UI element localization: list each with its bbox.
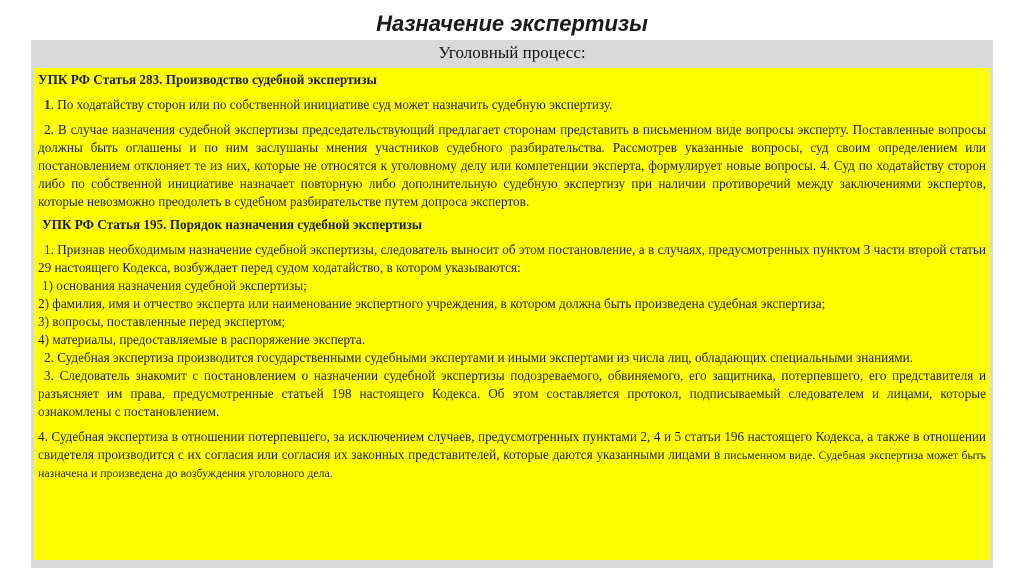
paragraph-text: . По ходатайству сторон или по собственной инициативе суд может назначить судебную экспертизу. bbox=[50, 97, 613, 112]
article-195-heading: УПК РФ Статья 195. Порядок назначения судебной экспертизы bbox=[42, 217, 423, 232]
article-283-paragraph-1 bbox=[38, 96, 986, 114]
list-item: 4) материалы, предоставляемые в распоряжение эксперта. bbox=[38, 332, 366, 347]
list-item: 1) основания назначения судебной экспертизы; bbox=[42, 278, 307, 293]
paragraph-tail: письменном виде. Судебная экспертиза может быть назначена и произведена до возбуждения уголовного дела. bbox=[38, 448, 986, 480]
article-195-paragraph-4 bbox=[38, 428, 986, 482]
article-195-paragraph-1: 1. Признав необходимым назначение судебной экспертизы, следователь выносит об этом постановление, а в случаях, предусмотренных пунктом 3 части второй статьи 29 настоящего Кодекса, возбуждает перед судом ходатайство, в котором указываются: bbox=[38, 242, 986, 275]
content-panel bbox=[31, 40, 993, 568]
article-195-paragraph-2: 2. Судебная экспертиза производится государственными судебными экспертами и иными экспертами из числа лиц, обладающих специальными знаниями. bbox=[44, 350, 913, 365]
slide-title: Назначение экспертизы bbox=[376, 11, 648, 36]
panel-subtitle: Уголовный процесс: bbox=[438, 43, 586, 62]
article-283-paragraph-2: 2. В случае назначения судебной экспертизы председательствующий предлагает сторонам представить в письменном виде вопросы эксперту. Поставленные вопросы должны быть оглашены и по ним заслушаны мнения участников судебного разбирательства. Рассмотрев указанные вопросы, суд своим определением или постановлением отклоняет те из них, которые не относятся к уголовному делу или компетенции эксперта, формулирует новые вопросы. 4. Суд по ходатайству сторон либо по собственной инициативе назначает повторную либо дополнительную судебную экспертизу при наличии противоречий между заключениями экспертов, которые невозможно преодолеть в судебном разбирательстве путем допроса экспертов. bbox=[38, 122, 986, 209]
list-item: 3) вопросы, поставленные перед экспертом; bbox=[38, 314, 286, 329]
list-item: 2) фамилия, имя и отчество эксперта или наименование экспертного учреждения, в котором должна быть произведена судебная экспертиза; bbox=[38, 296, 826, 311]
paragraph-number: 1 bbox=[44, 97, 51, 112]
paragraph-text: 4. Судебная экспертиза в отношении потерпевшего, за исключением случаев, предусмотренных пунктами 2, 4 и 5 статьи 196 настоящего Кодекса, а также в отношении свидетеля производится с их согласия или согласия их законных представителей, которые даются указанными лицами в bbox=[38, 429, 986, 462]
legal-text-block bbox=[34, 68, 990, 560]
article-283-heading: УПК РФ Статья 283. Производство судебной экспертизы bbox=[38, 72, 377, 87]
article-195-paragraph-3: 3. Следователь знакомит с постановлением о назначении судебной экспертизы подозреваемого, обвиняемого, его защитника, потерпевшего, его представителя и разъясняет им права, предусмотренные статьей 198 настоящего Кодекса. Об этом составляется протокол, подписываемый следователем и лицами, которые ознакомлены с постановлением. bbox=[38, 368, 986, 419]
